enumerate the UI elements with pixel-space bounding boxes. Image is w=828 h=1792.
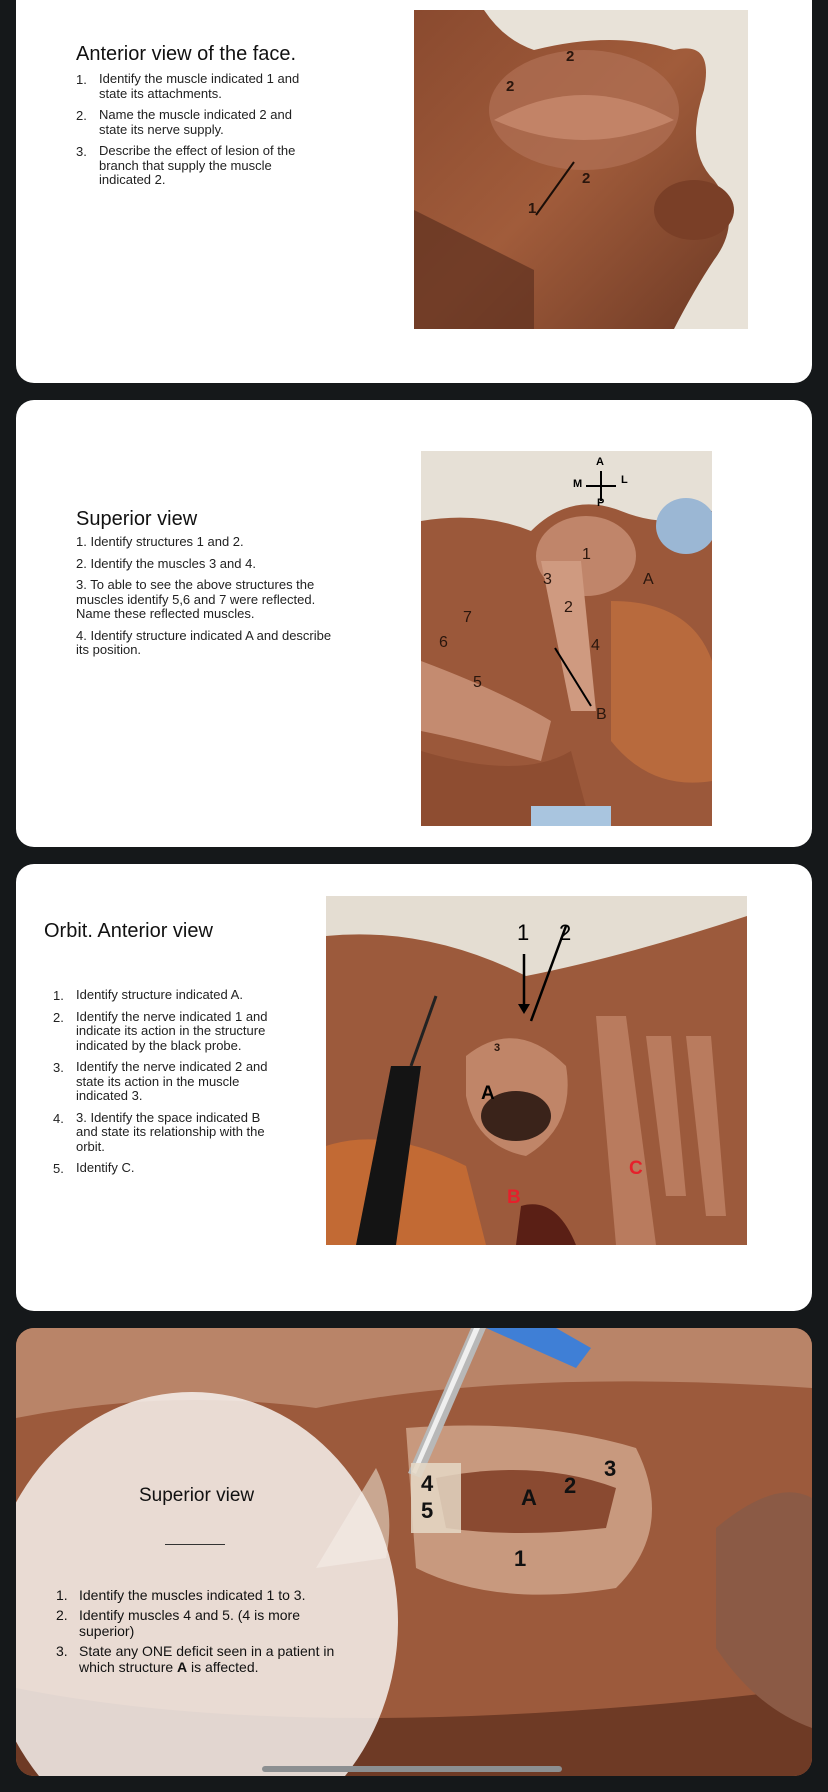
slide-title: Superior view bbox=[139, 1485, 255, 1506]
face-dissection-photo bbox=[414, 10, 748, 329]
slide-orbit-anterior bbox=[16, 864, 812, 1311]
slide-anterior-face bbox=[16, 0, 812, 383]
question-list bbox=[56, 1587, 346, 1679]
question-item: 3. State any ONE deficit seen in a patient in which structure A is affected. bbox=[56, 1643, 335, 1675]
scrollbar[interactable] bbox=[262, 1766, 562, 1772]
question-list bbox=[76, 72, 306, 195]
image-label: 2 bbox=[582, 170, 591, 187]
orientation-label: L bbox=[621, 474, 628, 486]
image-label: 2 bbox=[566, 48, 575, 65]
image-label: 2 bbox=[564, 1473, 577, 1498]
title-divider bbox=[165, 1544, 225, 1545]
question-item: 3. To able to see the above structures the muscles identify 5,6 and 7 were reflected. Name these reflected muscles. bbox=[76, 577, 316, 621]
question-item: 1. Identify the muscle indicated 1 and state its attachments. bbox=[76, 71, 300, 101]
question-item: 3. Identify the nerve indicated 2 and state its action in the muscle indicated 3. bbox=[53, 1059, 268, 1103]
superior-dissection-image bbox=[421, 451, 712, 826]
orientation-label: P bbox=[597, 497, 605, 509]
orientation-label: M bbox=[573, 478, 583, 490]
image-label: B bbox=[596, 706, 607, 723]
question-item: 3. Describe the effect of lesion of the branch that supply the muscle indicated 2. bbox=[76, 143, 296, 187]
image-label: 1 bbox=[517, 920, 530, 945]
slide-superior-view-2 bbox=[16, 1328, 812, 1776]
image-label: 7 bbox=[463, 609, 472, 626]
image-label: 6 bbox=[439, 634, 448, 651]
orbit-dissection-image bbox=[326, 896, 747, 1245]
slide-title: Orbit. Anterior view bbox=[44, 920, 213, 942]
question-item: 2. Name the muscle indicated 2 and state its nerve supply. bbox=[76, 107, 292, 137]
image-label: A bbox=[481, 1083, 495, 1104]
question-list bbox=[76, 535, 338, 665]
question-item: 1. Identify structure indicated A. bbox=[53, 987, 243, 1003]
question-item: 5. Identify C. bbox=[53, 1160, 135, 1176]
superior-dissection-photo bbox=[421, 451, 712, 826]
image-label: C bbox=[629, 1158, 643, 1179]
question-item: 2. Identify the nerve indicated 1 and indicate its action in the structure indicated by the black probe. bbox=[53, 1008, 268, 1053]
image-label: 3 bbox=[494, 1042, 501, 1054]
slide-superior-view-1 bbox=[16, 400, 812, 847]
image-label: 1 bbox=[528, 200, 537, 217]
face-dissection-image bbox=[414, 10, 748, 329]
image-label: 4 bbox=[591, 637, 600, 654]
question-item: 1. Identify structures 1 and 2. bbox=[76, 534, 244, 549]
question-item: 2. Identify the muscles 3 and 4. bbox=[76, 555, 256, 571]
question-list bbox=[53, 988, 273, 1183]
orientation-label: A bbox=[596, 456, 604, 468]
image-label: B bbox=[507, 1187, 521, 1208]
image-label: A bbox=[643, 571, 654, 588]
question-item: 2. Identify muscles 4 and 5. (4 is more superior) bbox=[56, 1607, 300, 1639]
image-label: 3 bbox=[604, 1456, 617, 1481]
image-label: 1 bbox=[514, 1546, 527, 1571]
question-item: 4. 3. Identify the space indicated B and state its relationship with the orbit. bbox=[53, 1109, 265, 1154]
slide-title: Anterior view of the face. bbox=[76, 43, 297, 65]
image-label: 3 bbox=[543, 571, 552, 588]
image-label: 2 bbox=[506, 78, 515, 95]
image-label: 5 bbox=[473, 674, 482, 691]
image-label: 5 bbox=[421, 1498, 434, 1523]
orbit-dissection-photo bbox=[326, 896, 747, 1245]
image-label: 1 bbox=[582, 546, 591, 563]
image-label: 2 bbox=[559, 920, 572, 945]
image-label: 2 bbox=[564, 599, 573, 616]
question-item: 4. Identify structure indicated A and describe its position. bbox=[76, 627, 332, 657]
slide-title: Superior view bbox=[76, 508, 198, 530]
image-label: 4 bbox=[421, 1471, 434, 1496]
question-item: 1. Identify the muscles indicated 1 to 3. bbox=[56, 1587, 306, 1603]
image-label: A bbox=[521, 1485, 537, 1510]
